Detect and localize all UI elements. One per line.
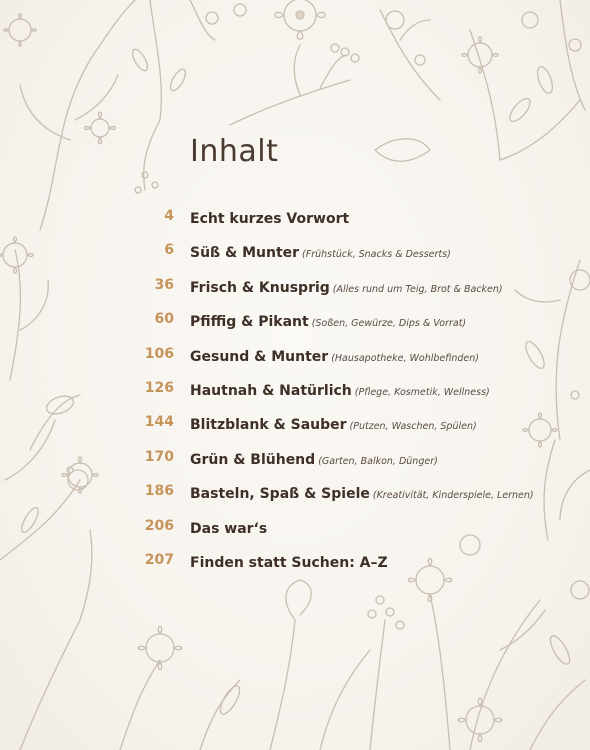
toc-entry-title: Gesund & Munter (190, 348, 329, 365)
toc-page-number: 126 (144, 379, 174, 396)
toc-entry-text (190, 414, 477, 433)
toc-entry-title: Grün & Blühend (190, 451, 316, 468)
toc-entry[interactable] (0, 515, 590, 549)
toc-entry-title: Echt kurzes Vorwort (190, 211, 350, 227)
toc-entry-subtitle: (Hausapotheke, Wohlbefinden) (331, 352, 479, 364)
toc-entry[interactable] (0, 549, 590, 583)
toc-entry-text (190, 380, 490, 399)
toc-entry-title: Süß & Munter (190, 245, 300, 262)
toc-entry-subtitle: (Putzen, Waschen, Spülen) (349, 421, 477, 433)
toc-page-number: 6 (164, 242, 174, 259)
toc-entry[interactable] (0, 480, 590, 514)
toc-entry-text (190, 311, 466, 330)
toc-entry-title: Blitzblank & Sauber (190, 417, 347, 434)
toc-entry-subtitle: (Soßen, Gewürze, Dips & Vorrat) (311, 318, 467, 330)
toc-entry-title: Hautnah & Natürlich (190, 382, 352, 399)
floral-ornament-top-left-icon (4, 0, 246, 230)
toc-entry-text (190, 552, 388, 571)
toc-entry[interactable] (0, 411, 590, 445)
toc-entry-subtitle: (Alles rund um Teig, Brot & Backen) (332, 283, 503, 295)
toc-entry-text (190, 346, 479, 365)
toc-page-number: 186 (144, 483, 174, 500)
toc-page-number: 60 (154, 311, 174, 328)
toc-entry-text (190, 208, 349, 227)
page-title: Inhalt (190, 134, 279, 169)
toc-entry-text (190, 483, 534, 502)
toc-page-number: 206 (144, 517, 174, 534)
toc-entry-subtitle: (Kreativität, Kinderspiele, Lernen) (372, 490, 534, 502)
toc-entry-title: Basteln, Spaß & Spiele (190, 486, 370, 503)
toc-entry[interactable] (0, 343, 590, 377)
toc-entry-title: Pfiffig & Pikant (190, 314, 309, 331)
toc-page-number: 36 (154, 276, 174, 293)
toc-page-number: 106 (144, 345, 174, 362)
toc-entry[interactable] (0, 446, 590, 480)
toc-entry-subtitle: (Pflege, Kosmetik, Wellness) (354, 386, 490, 398)
toc-entry-text (190, 242, 451, 261)
toc-entry[interactable] (0, 205, 590, 239)
toc-entry[interactable] (0, 377, 590, 411)
floral-ornament-top-right-icon (230, 0, 585, 161)
toc-entry[interactable] (0, 274, 590, 308)
toc-entry[interactable] (0, 239, 590, 273)
toc-page-number: 207 (144, 551, 174, 568)
toc-entry-subtitle: (Frühstück, Snacks & Desserts) (302, 249, 451, 261)
toc-entry-text (190, 518, 267, 537)
toc-entry-title: Frisch & Knusprig (190, 279, 330, 296)
toc-entry-title: Finden statt Suchen: A–Z (190, 554, 388, 571)
toc-entry-title: Das war‘s (190, 520, 268, 537)
toc-entry-text (190, 449, 438, 468)
toc-page-number: 170 (144, 448, 174, 465)
toc-page-number: 4 (164, 208, 174, 224)
toc-entry-subtitle: (Garten, Balkon, Dünger) (318, 455, 438, 467)
toc-entry[interactable] (0, 308, 590, 342)
toc-entry-text (190, 277, 503, 296)
table-of-contents (0, 205, 590, 583)
toc-page-number: 144 (144, 414, 174, 431)
